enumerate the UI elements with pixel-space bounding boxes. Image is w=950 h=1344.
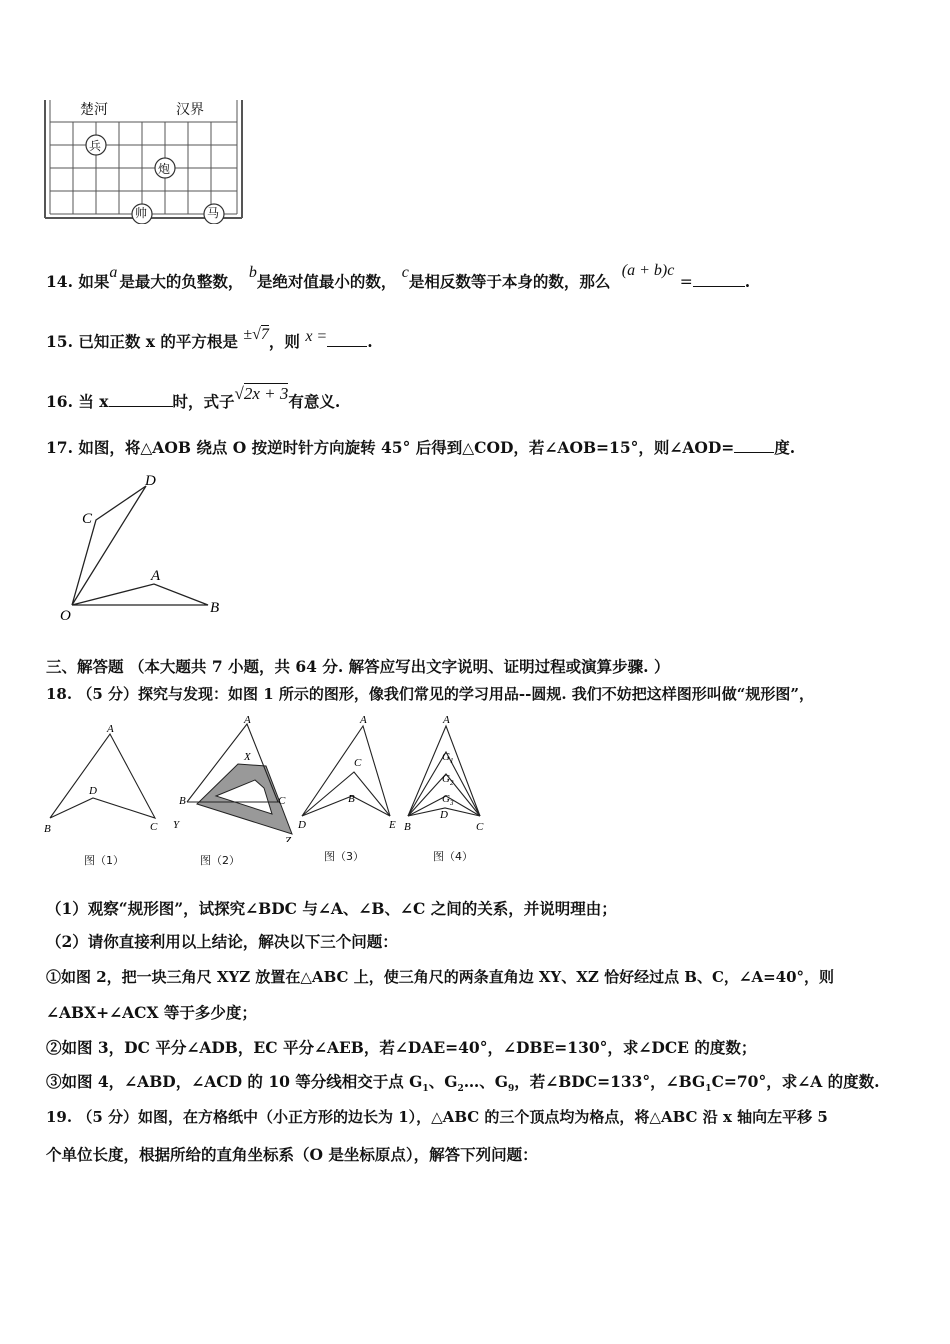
svg-text:C: C	[150, 821, 158, 833]
q18-item3: ③如图 4，∠ABD，∠ACD 的 10 等分线相交于点 $G_1$、$G_2\dots$、$G_9$，若∠BDC=133°，$\angle BG_1C=70^\circ$，求∠A 的度数.	[46, 1072, 880, 1095]
svg-text:G2: $G_2$	[442, 773, 454, 787]
question-15: 15. 已知正数 x 的平方根是 ±√7，则 x = .	[46, 326, 373, 351]
label-A: A	[151, 568, 161, 584]
caption-fig2: 图（2）	[200, 854, 240, 867]
svg-text:C: C	[354, 757, 362, 769]
question-14: 14. 如果a 是最大的负整数， b是绝对值最小的数， c是相反数等于本身的数，那么 (a + b)c = .	[46, 262, 751, 291]
svg-text:Z: Z	[285, 835, 292, 842]
svg-text:B: B	[348, 793, 355, 805]
svg-text:G3: $G_3$	[442, 793, 454, 807]
svg-text:C: C	[278, 795, 286, 807]
caption-fig1: 图（1）	[84, 854, 124, 867]
question-16: 16. 当 x 时，式子√2x + 3有意义.	[46, 384, 341, 411]
svg-text:B: B	[179, 795, 186, 807]
caption-fig4: 图（4）	[433, 850, 473, 863]
rotation-figure	[50, 468, 240, 624]
chessboard-figure	[42, 96, 248, 224]
q18-item1-b: ∠ABX+∠ACX 等于多少度；	[46, 1003, 257, 1022]
river-right-label: 汉界	[176, 102, 204, 118]
svg-text:A: A	[107, 723, 114, 735]
river-left-label: 楚河	[80, 102, 108, 118]
section-3-header: 三、解答题 （本大题共 7 小题，共 64 分. 解答应写出文字说明、证明过程或演算步骤. ）	[46, 657, 670, 676]
svg-text:D: D	[89, 785, 97, 797]
q18-item2: ②如图 3，DC 平分∠ADB，EC 平分∠AEB，若∠DAE=40°，∠DBE=130°，求∠DCE 的度数；	[46, 1038, 757, 1057]
svg-text:D: D	[440, 809, 448, 821]
answer-blank-15[interactable]	[327, 332, 367, 347]
label-C: C	[82, 511, 93, 527]
svg-text:A: A	[443, 714, 450, 726]
svg-text:A: A	[360, 714, 367, 726]
piece-ma-label: 马	[207, 206, 220, 220]
svg-text:Y: Y	[173, 819, 180, 831]
svg-text:A: A	[244, 714, 251, 726]
question-19-line1: 19. （5 分）如图，在方格纸中（小正方形的边长为 1），△ABC 的三个顶点均为格点，将△ABC 沿 x 轴向左平移 5	[46, 1108, 828, 1126]
label-D: D	[145, 473, 156, 489]
question-19-line2: 个单位长度，根据所给的直角坐标系（O 是坐标原点），解答下列问题：	[46, 1145, 538, 1164]
question-17: 17. 如图，将△AOB 绕点 O 按逆时针方向旋转 45° 后得到△COD，若∠AOB=15°，则∠AOD= 度.	[46, 438, 796, 457]
svg-text:D: D	[298, 819, 306, 831]
q18-part1: （1）观察“规形图”，试探究∠BDC 与∠A、∠B、∠C 之间的关系，并说明理由；	[46, 899, 617, 918]
piece-bing-label: 兵	[89, 139, 102, 153]
svg-text:B: B	[404, 821, 411, 833]
svg-text:E: E	[389, 819, 396, 831]
q18-item1-a: ①如图 2，把一块三角尺 XYZ 放置在△ABC 上，使三角尺的两条直角边 XY、XZ 恰好经过点 B、C，∠A=40°，则	[46, 968, 835, 986]
piece-pao-label: 炮	[158, 162, 171, 176]
answer-blank-17[interactable]	[734, 438, 774, 453]
answer-blank-14[interactable]	[693, 272, 745, 287]
caption-fig3: 图（3）	[324, 850, 364, 863]
label-B: B	[210, 600, 220, 616]
answer-blank-16[interactable]	[109, 392, 173, 407]
svg-text:C: C	[476, 821, 484, 833]
svg-text:X: X	[244, 751, 251, 763]
label-O: O	[60, 608, 71, 624]
piece-shuai-label: 帅	[135, 206, 148, 220]
q18-figures	[40, 712, 500, 872]
svg-text:B: B	[44, 823, 51, 835]
question-18-intro: 18. （5 分）探究与发现：如图 1 所示的图形，像我们常见的学习用品--圆规. 我们不妨把这样图形叫做“规形图”，	[46, 685, 815, 703]
q18-part2: （2）请你直接利用以上结论，解决以下三个问题：	[46, 932, 398, 951]
svg-text:G1: $G_1$	[442, 751, 454, 765]
